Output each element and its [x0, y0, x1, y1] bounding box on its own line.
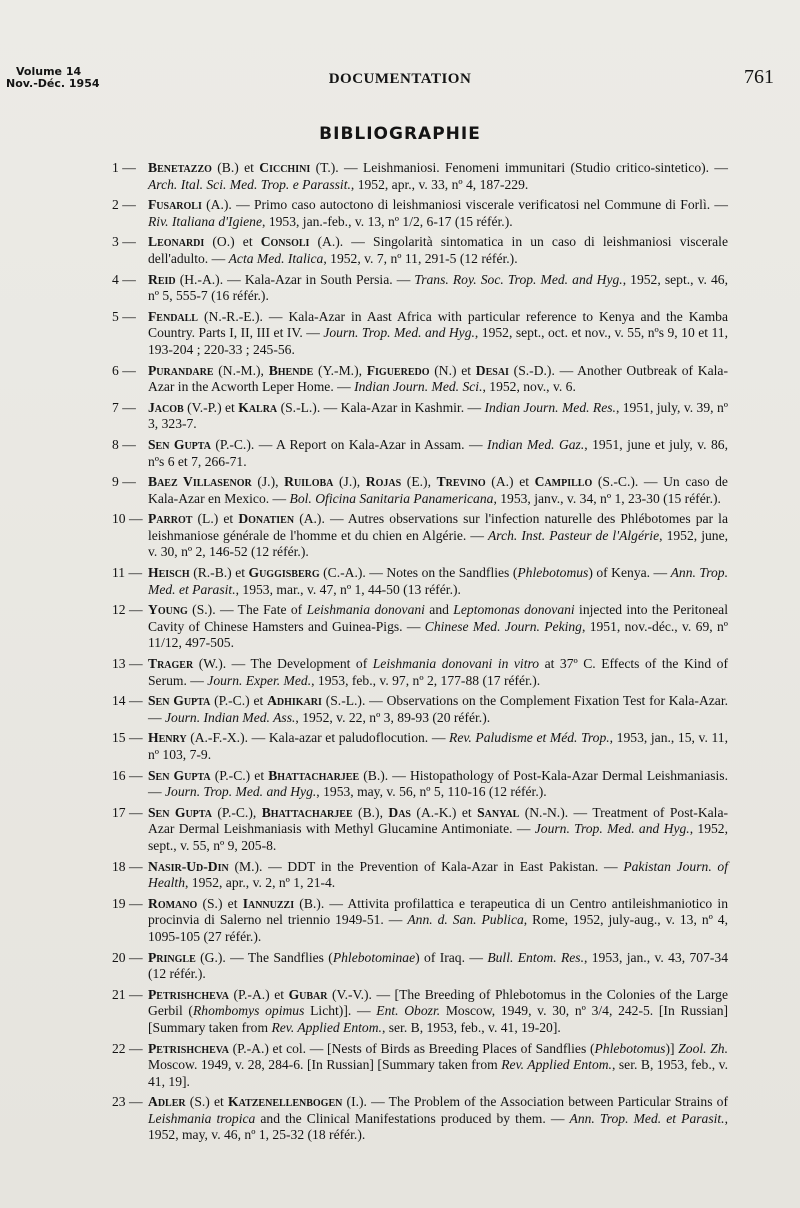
- bibliography-entry: [112, 950, 728, 983]
- author-name: Petrishcheva: [148, 986, 229, 1002]
- bibliography-heading: BIBLIOGRAPHIE: [319, 124, 481, 144]
- volume-label: Volume 14: [16, 65, 82, 78]
- italic-text: Leishmania donovani: [306, 602, 425, 618]
- entry-text: , 1953, jan.-feb., v. 13, nº 1/2, 6-17 (15 référ.).: [262, 213, 513, 229]
- author-name: Kalra: [238, 399, 278, 415]
- entry-text: (J.),: [333, 474, 366, 490]
- author-name: Iannuzzi: [242, 895, 295, 911]
- entry-text: , 1953, janv., v. 34, nº 1, 23-30 (15 référ.).: [493, 490, 721, 506]
- entry-text: Moscow, 1949, v. 30, nº 3/4, 242-5. [In Russian] [Summary taken from: [148, 1003, 729, 1035]
- entry-text: (P.-C.). — A Report on Kala-Azar in Assam. —: [210, 436, 488, 452]
- entry-text: , 1951, july, v. 39, nº 3, 323-7.: [148, 399, 728, 432]
- entry-text: (N.) et: [429, 362, 476, 378]
- entry-text: (B.) et: [211, 160, 260, 175]
- entry-text: (S.-C.). — Un caso de Kala-Azar en Mexico. —: [148, 474, 728, 506]
- entry-text: , 1952, may, v. 46, nº 1, 25-32 (18 référ.).: [148, 1110, 728, 1143]
- entry-text: , 1953, jan., 15, v. 11, nº 103, 7-9.: [148, 730, 728, 762]
- entry-text: (O.) et: [204, 234, 261, 250]
- bibliography-entry: [112, 234, 728, 267]
- italic-text: Riv. Italiana d'Igiene: [148, 213, 263, 229]
- entry-text: , ser. B, 1953, feb., v. 41, 19].: [148, 1057, 728, 1089]
- bibliography-entry: [112, 1041, 728, 1091]
- entry-text: (V.-V.). — [The Breeding of Phlebotomus in the Colonies of the Large Gerbil (: [148, 986, 728, 1019]
- bibliography-entry: [112, 730, 728, 763]
- author-name: Guggisberg: [248, 565, 320, 581]
- entry-text: (P.-A.) et col. — [Nests of Birds as Breeding Places of Sandflies (: [228, 1040, 595, 1056]
- author-name: Ruiloba: [284, 474, 334, 490]
- entry-text: , 1953, may, v. 56, nº 5, 110-16 (12 référ.).: [316, 784, 547, 800]
- entry-text: ) of Iraq. —: [415, 949, 488, 965]
- entry-text: (S.) et: [185, 1094, 229, 1110]
- entry-text: (S.). — The Fate of: [187, 602, 307, 618]
- italic-text: Phlebotomus: [594, 1040, 666, 1056]
- bibliography-entry: [112, 197, 728, 230]
- author-name: Leonardi: [148, 234, 205, 250]
- author-name: Fusaroli: [148, 197, 202, 213]
- entry-number: 17 —: [112, 804, 143, 820]
- author-name: Bhattacharjee: [261, 804, 353, 820]
- italic-text: Leptomonas donovani: [453, 602, 575, 618]
- bibliography-entry: [112, 1094, 728, 1144]
- entry-text: and the Clinical Manifestations produced by them. —: [255, 1110, 570, 1126]
- italic-text: Bol. Oficina Sanitaria Panamericana: [289, 490, 494, 506]
- author-name: Nasir-Ud-Din: [148, 858, 229, 874]
- entry-number: 10 —: [112, 511, 143, 527]
- bibliography-entry: [112, 309, 728, 359]
- entry-text: , 1952, apr., v. 33, nº 4, 187-229.: [350, 176, 529, 192]
- entry-text: ) of Kenya. —: [588, 565, 671, 581]
- bibliography-entry: [112, 805, 728, 855]
- italic-text: Phlebotomus: [517, 565, 589, 581]
- entry-text: (M.). — DDT in the Prevention of Kala-Azar in East Pakistan. —: [228, 858, 624, 874]
- entry-number: 21 —: [112, 986, 143, 1002]
- author-name: Katzenellenbogen: [228, 1094, 343, 1110]
- italic-text: Journ. Trop. Med. and Hyg.: [534, 821, 690, 837]
- italic-text: Chinese Med. Journ. Peking: [424, 618, 582, 634]
- author-name: Donatien: [238, 511, 295, 527]
- bibliography-entry: [112, 987, 728, 1037]
- entry-number: 18 —: [112, 858, 143, 874]
- entry-number: 7 —: [112, 399, 136, 415]
- italic-text: Leishmania tropica: [148, 1110, 256, 1126]
- bibliography-entry: [112, 693, 728, 726]
- entry-number: 16 —: [112, 767, 143, 783]
- entry-number: 2 —: [112, 197, 136, 213]
- italic-text: Rhombomys opimus: [192, 1003, 305, 1019]
- entry-text: , 1951, nov.-déc., v. 69, nº 11/12, 497-505.: [148, 618, 728, 651]
- bibliography-entry: [112, 859, 728, 892]
- entry-text: , 1952, sept., v. 55, nº 9, 205-8.: [148, 821, 728, 853]
- author-name: Sen Gupta: [148, 436, 211, 452]
- entry-text: (J.),: [251, 474, 285, 490]
- entry-text: , 1951, june et july, v. 86, nºs 6 et 7, 266-71.: [148, 436, 728, 469]
- italic-text: Ann. Trop. Med. et Parasit.: [148, 565, 728, 597]
- italic-text: Arch. Ital. Sci. Med. Trop. e Parassit.: [148, 176, 351, 192]
- italic-text: Journ. Exper. Med.: [207, 672, 312, 688]
- entry-text: , ser. B, 1953, feb., v. 41, 19-20].: [381, 1019, 561, 1035]
- bibliography-entry: [112, 160, 728, 193]
- entry-text: (N.-M.),: [213, 362, 269, 378]
- bibliography-entry: [112, 437, 728, 470]
- author-name: Consoli: [260, 234, 310, 250]
- bibliography-entry: [112, 656, 728, 689]
- entry-text: (R.-B.) et: [189, 565, 249, 581]
- bibliography-entry: [112, 363, 728, 396]
- entry-text: , 1953, jan., v. 43, 707-34 (12 référ.).: [148, 949, 728, 982]
- bibliography-entry: [112, 511, 728, 561]
- entry-number: 3 —: [112, 234, 136, 250]
- bibliography-entry: [112, 272, 728, 305]
- entry-text: (B.). — Histopathology of Post-Kala-Azar Dermal Leishmaniasis. —: [148, 767, 728, 800]
- entry-text: and: [424, 602, 454, 618]
- italic-text: Ent. Obozr.: [376, 1003, 441, 1019]
- entry-text: (N.-R.-E.). — Kala-Azar in Aast Africa with particular reference to Kenya and the Kamba Country. Parts I, II, III et IV. —: [148, 308, 728, 341]
- author-name: Heisch: [148, 565, 190, 581]
- section-title: DOCUMENTATION: [328, 71, 472, 87]
- italic-text: Trans. Roy. Soc. Trop. Med. and Hyg.: [414, 271, 623, 287]
- entry-text: , 1952, nov., v. 6.: [482, 379, 576, 395]
- entry-text: (P.-C.) et: [210, 693, 268, 709]
- entry-text: Moscow. 1949, v. 28, 284-6. [In Russian] [Summary taken from: [148, 1057, 502, 1073]
- entry-text: (N.-N.). — Treatment of Post-Kala-Azar Dermal Leishmaniasis with Methyl Glucamine Antimoniate. —: [148, 804, 729, 837]
- author-name: Trevino: [436, 474, 486, 490]
- entry-number: 9 —: [112, 474, 136, 490]
- entry-number: 1 —: [112, 160, 136, 175]
- entry-text: (B.),: [352, 804, 389, 820]
- entry-text: (E.),: [401, 474, 437, 490]
- entry-number: 4 —: [112, 271, 136, 287]
- author-name: Henry: [148, 730, 187, 746]
- entry-number: 8 —: [112, 436, 136, 452]
- bibliography-entry: [112, 400, 728, 433]
- italic-text: Rev. Paludisme et Méd. Trop.: [449, 730, 610, 746]
- author-name: Purandare: [148, 362, 214, 378]
- italic-text: Rev. Applied Entom.: [501, 1057, 612, 1073]
- entry-number: 6 —: [112, 362, 136, 378]
- italic-text: Indian Med. Gaz.: [487, 436, 585, 452]
- entry-number: 11 —: [112, 565, 143, 581]
- entry-text: (A.) et: [485, 474, 535, 490]
- author-name: Das: [388, 804, 411, 820]
- entry-text: )]: [665, 1040, 679, 1056]
- italic-text: Arch. Inst. Pasteur de l'Algérie: [488, 527, 660, 543]
- entry-text: (A.-F.-X.). — Kala-azar et paludoflocution. —: [186, 730, 450, 746]
- author-name: Young: [148, 602, 188, 618]
- entry-number: 19 —: [112, 895, 143, 911]
- entry-text: , 1952, v. 7, nº 11, 291-5 (12 référ.).: [323, 250, 518, 266]
- italic-text: Indian Journ. Med. Sci.: [354, 379, 483, 395]
- italic-text: Bull. Entom. Res.: [487, 949, 584, 965]
- entry-text: (Y.-M.),: [313, 362, 367, 378]
- author-name: Sen Gupta: [148, 693, 211, 709]
- entry-text: (V.-P.) et: [183, 399, 239, 415]
- italic-text: Journ. Trop. Med. and Hyg.: [323, 325, 475, 341]
- author-name: Fendall: [148, 308, 198, 324]
- author-name: Bhattacharjee: [268, 767, 360, 783]
- entry-text: (S.-L.). — Observations on the Complement Fixation Test for Kala-Azar. —: [148, 693, 729, 725]
- author-name: Sen Gupta: [148, 804, 212, 820]
- author-name: Adler: [148, 1094, 186, 1110]
- italic-text: Rev. Applied Entom.: [271, 1019, 382, 1035]
- entry-text: (H.-A.). — Kala-Azar in South Persia. —: [175, 271, 415, 287]
- entry-text: (A.). — Singolarità sintomatica in un caso di leishmaniosi viscerale dell'adulto. —: [148, 234, 728, 266]
- entry-text: (W.). — The Development of: [193, 656, 373, 672]
- author-name: Adhikari: [267, 693, 322, 709]
- entry-text: , 1953, mar., v. 47, nº 1, 44-50 (13 référ.).: [235, 581, 461, 597]
- author-name: Sanyal: [477, 804, 520, 820]
- entry-text: (G.). — The Sandflies (: [195, 949, 333, 965]
- entry-text: (P.-A.) et: [228, 986, 289, 1002]
- author-name: Benetazzo: [148, 160, 212, 175]
- italic-text: Journ. Trop. Med. and Hyg.: [165, 784, 317, 800]
- bibliography-entry: [112, 565, 728, 598]
- author-name: Figueredo: [366, 362, 430, 378]
- bibliography-entry: [112, 602, 728, 652]
- entry-text: (B.). — Attivita profilattica e terapeutica di un Centro antileishmaniotico in procinvia di Salerno nel triennio 1949-51. —: [148, 895, 728, 928]
- entry-text: , Rome, 1952, july-aug., v. 13, nº 4, 1095-105 (27 référ.).: [148, 912, 728, 944]
- entry-text: (A.-K.) et: [411, 804, 478, 820]
- italic-text: Pakistan Journ. of Health: [148, 858, 729, 891]
- author-name: Desai: [475, 362, 509, 378]
- entry-number: 13 —: [112, 656, 143, 672]
- italic-text: Zool. Zh.: [678, 1040, 728, 1056]
- issue-label: Nov.-Déc. 1954: [6, 77, 100, 90]
- entry-text: , 1952, june, v. 30, nº 2, 146-52 (12 référ.).: [148, 527, 729, 560]
- entry-text: (P.-C.),: [211, 804, 262, 820]
- entry-text: (S.-D.). — Another Outbreak of Kala-Azar in the Acworth Leper Home. —: [148, 362, 728, 395]
- entry-number: 20 —: [112, 949, 143, 965]
- entry-text: (L.) et: [192, 511, 239, 527]
- author-name: Baez Villasenor: [148, 474, 252, 490]
- entry-text: injected into the Peritoneal Cavity of Chinese Hamsters and Guinea-Pigs. —: [148, 602, 728, 634]
- entry-number: 22 —: [112, 1040, 143, 1056]
- author-name: Romano: [148, 895, 198, 911]
- author-name: Bhende: [268, 362, 314, 378]
- italic-text: Leishmania donovani in vitro: [372, 656, 540, 672]
- entry-text: (S.-L.). — Kala-Azar in Kashmir. —: [277, 399, 485, 415]
- entry-text: (C.-A.). — Notes on the Sandflies (: [319, 565, 518, 581]
- italic-text: Phlebotominae: [332, 949, 416, 965]
- entry-number: 12 —: [112, 602, 143, 618]
- bibliography-entry: [112, 768, 728, 801]
- entry-text: (T.). — Leishmaniosi. Fenomeni immunitari (Studio critico-sintetico). —: [310, 160, 728, 175]
- author-name: Petrishcheva: [148, 1040, 229, 1056]
- entry-number: 23 —: [112, 1094, 143, 1110]
- bibliography-entry: [112, 474, 728, 507]
- bibliography-list: [112, 160, 728, 1148]
- author-name: Cicchini: [259, 160, 311, 175]
- author-name: Campillo: [534, 474, 593, 490]
- entry-text: (A.). — Primo caso autoctono di leishmaniosi viscerale verificatosi nel Commune di Forlì. —: [201, 197, 728, 213]
- page-number: 761: [744, 66, 774, 88]
- author-name: Gubar: [288, 986, 328, 1002]
- entry-text: , 1952, sept., v. 46, nº 5, 555-7 (16 référ.).: [148, 271, 729, 304]
- entry-text: (S.) et: [197, 895, 243, 911]
- entry-number: 14 —: [112, 693, 143, 709]
- author-name: Pringle: [148, 949, 196, 965]
- author-name: Sen Gupta: [148, 767, 211, 783]
- author-name: Jacob: [148, 399, 184, 415]
- entry-text: , 1952, sept., oct. et nov., v. 55, nºs 9, 10 et 11, 193-204 ; 220-33 ; 245-56.: [148, 325, 728, 357]
- entry-text: (A.). — Autres observations sur l'infection naturelle des Phlébotomes par la leishmaniose générale de l'homme et du chien en Algérie. —: [148, 511, 728, 543]
- author-name: Rojas: [365, 474, 402, 490]
- entry-number: 5 —: [112, 308, 136, 324]
- italic-text: Ann. d. San. Publica: [407, 912, 524, 928]
- italic-text: Indian Journ. Med. Res.: [484, 399, 616, 415]
- entry-text: , 1953, feb., v. 97, nº 2, 177-88 (17 référ.).: [311, 672, 541, 688]
- italic-text: Journ. Indian Med. Ass.: [165, 709, 296, 725]
- entry-text: (P.-C.) et: [210, 767, 269, 783]
- entry-number: 15 —: [112, 730, 143, 746]
- entry-text: , 1952, v. 22, nº 3, 89-93 (20 référ.).: [295, 709, 491, 725]
- italic-text: Acta Med. Italica: [228, 250, 324, 266]
- entry-text: at 37º C. Effects of the Kind of Serum. —: [148, 656, 728, 688]
- entry-text: , 1952, apr., v. 2, nº 1, 21-4.: [185, 875, 336, 891]
- entry-text: Licht)]. —: [304, 1003, 377, 1019]
- author-name: Trager: [148, 656, 194, 672]
- italic-text: Ann. Trop. Med. et Parasit.: [569, 1110, 725, 1126]
- bibliography-entry: [112, 896, 728, 946]
- entry-text: (I.). — The Problem of the Association between Particular Strains of: [342, 1094, 728, 1110]
- author-name: Parrot: [148, 511, 193, 527]
- author-name: Reid: [148, 271, 176, 287]
